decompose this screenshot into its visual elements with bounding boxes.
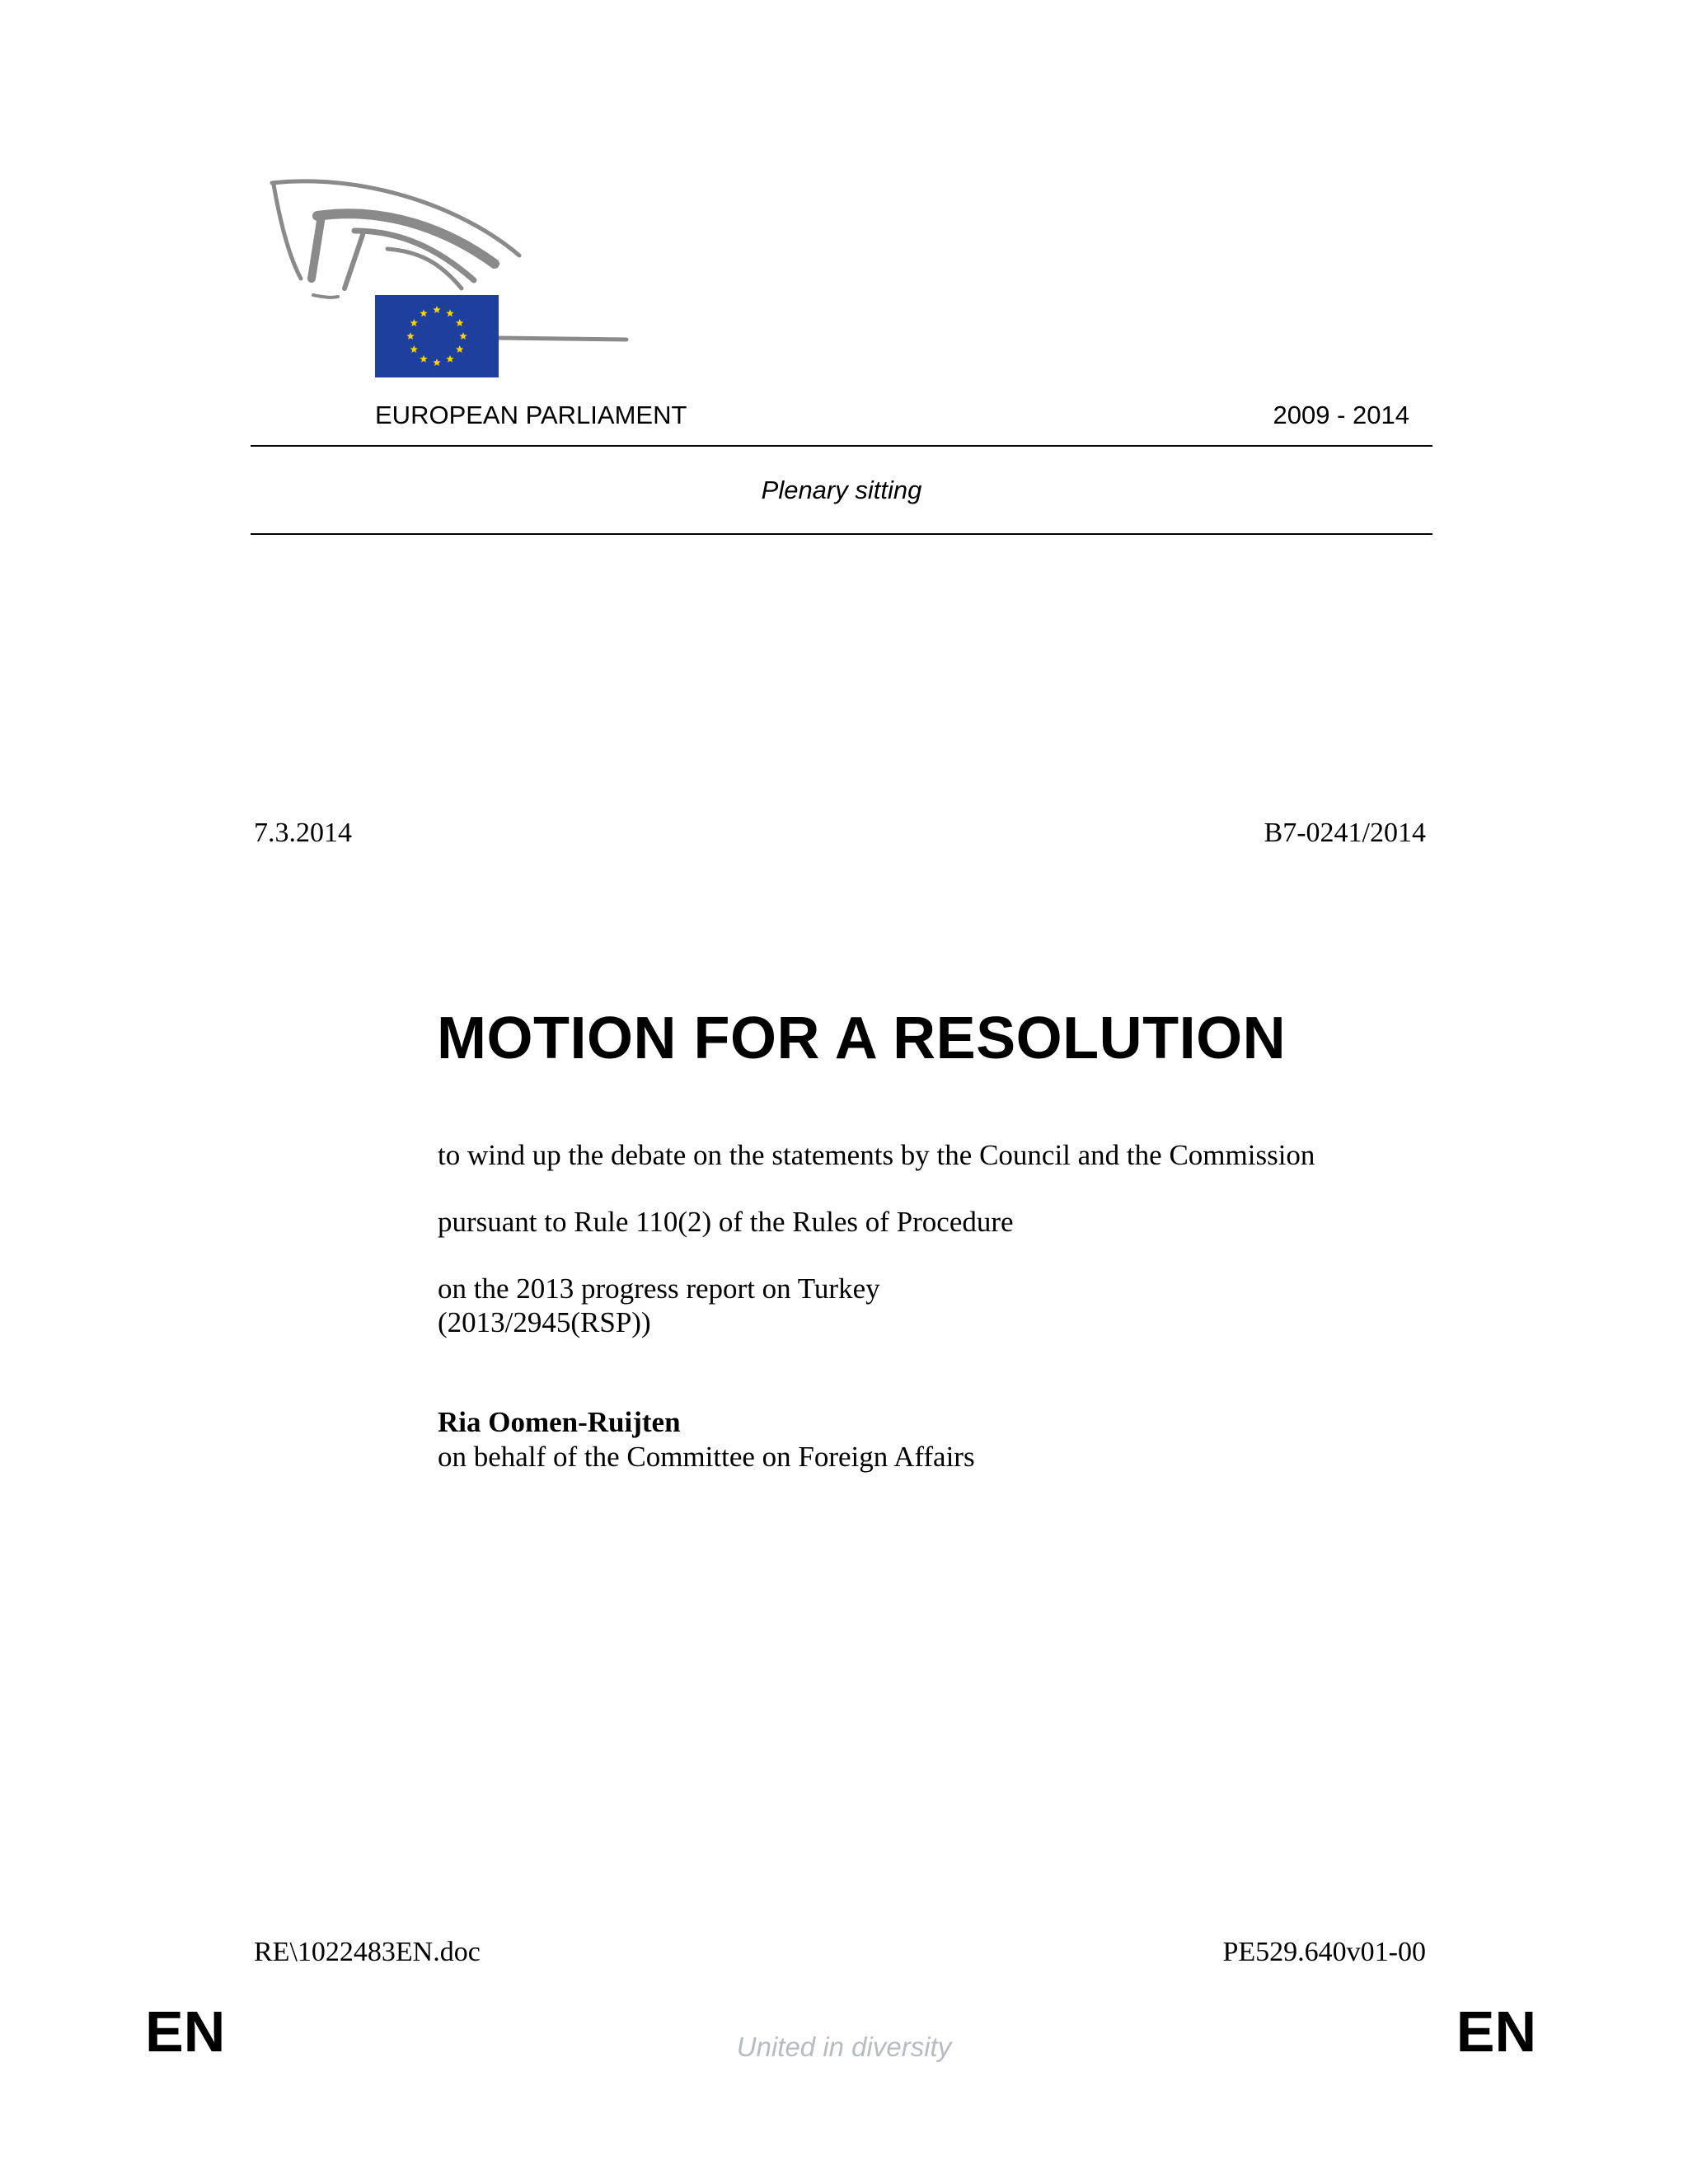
eu-flag-icon (375, 295, 499, 377)
procedure-number: (2013/2945(RSP)) (438, 1306, 651, 1338)
motto: United in diversity (736, 2032, 952, 2062)
on-behalf-of: on behalf of the Committee on Foreign Affairs (438, 1441, 975, 1473)
european-parliament-logo (264, 173, 651, 391)
author-name: Ria Oomen-Ruijten (438, 1406, 681, 1438)
language-code-right: EN (1456, 1999, 1536, 2064)
doc-file-reference: RE\1022483EN.doc (254, 1937, 481, 1967)
document-date: 7.3.2014 (254, 818, 352, 848)
header-divider-bottom (251, 533, 1432, 535)
sitting-label: Plenary sitting (761, 476, 922, 504)
organization-name: EUROPEAN PARLIAMENT (375, 401, 687, 429)
subject-line: on the 2013 progress report on Turkey (438, 1272, 880, 1305)
document-reference: B7-0241/2014 (1264, 818, 1426, 848)
header-divider-top (251, 445, 1432, 447)
pe-reference: PE529.640v01-00 (1222, 1937, 1426, 1967)
document-title: MOTION FOR A RESOLUTION (437, 1005, 1287, 1071)
purpose-line: to wind up the debate on the statements by the Council and the Commission (438, 1139, 1315, 1171)
rule-line: pursuant to Rule 110(2) of the Rules of Procedure (438, 1206, 1014, 1238)
language-code-left: EN (145, 1999, 226, 2064)
legislative-term: 2009 - 2014 (1273, 401, 1409, 429)
